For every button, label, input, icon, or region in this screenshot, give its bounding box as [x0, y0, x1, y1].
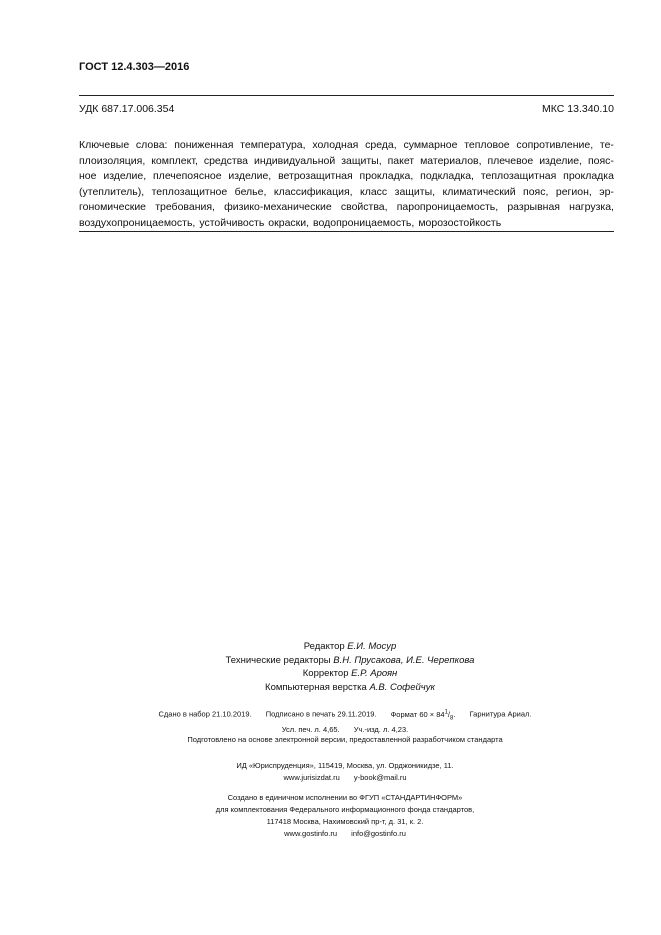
keyword-word: суммарное — [403, 139, 458, 151]
format-denominator: 8 — [450, 715, 454, 721]
producer-line-1: Создано в единичном исполнении во ФГУП «СТАНДАРТИНФОРМ» — [227, 793, 463, 802]
credit-role: Корректор — [302, 668, 349, 679]
keyword-word: прокладка — [563, 170, 614, 182]
keyword-word: среда, — [365, 139, 397, 151]
keyword-word: холодная — [312, 139, 359, 151]
keyword-word: Ключевые — [79, 139, 130, 151]
keyword-word: теплозащитное — [151, 185, 228, 198]
keyword-word: устойчивость — [199, 216, 265, 229]
keyword-word: температура, — [240, 139, 306, 151]
keyword-word: климатический — [442, 185, 516, 198]
publisher-contacts — [100, 772, 590, 784]
keyword-word: требования, — [155, 201, 215, 213]
keyword-word: сопротивление, — [516, 139, 594, 151]
mks-code: МКС 13.340.10 — [542, 103, 614, 115]
keyword-word: пакет — [387, 154, 415, 167]
keyword-word: плечепоясное — [153, 170, 222, 182]
submitted-date: Сдано в набор 21.10.2019. — [158, 709, 252, 719]
credit-role: Редактор — [303, 641, 345, 652]
keyword-word: свойства, — [340, 201, 388, 213]
keyword-word: материалов, — [420, 154, 482, 167]
keyword-word: ное — [79, 170, 97, 182]
publisher-address: ИД «Юриспруденция», 115419, Москва, ул. Орджоникидзе, 11. — [236, 761, 454, 770]
keyword-line — [79, 169, 614, 185]
top-rule — [79, 95, 614, 96]
page-header-standard: ГОСТ 12.4.303—2016 — [79, 61, 190, 73]
credit-editor — [120, 640, 580, 654]
credit-role: Компьютерная верстка — [265, 681, 367, 693]
edition-sheets: Уч.-изд. л. 4,23. — [353, 725, 409, 734]
keyword-line — [79, 138, 614, 154]
credit-person: Е.Р. Ароян — [351, 668, 398, 679]
keyword-word: защиты, — [394, 185, 436, 198]
keyword-word: морозостойкость — [418, 216, 502, 229]
print-sheets: Усл. печ. л. 4,65. — [281, 725, 340, 734]
publisher-email: y-book@mail.ru — [353, 773, 407, 782]
credit-tech-editors — [120, 654, 580, 668]
keyword-word: теплозащитная — [480, 170, 557, 182]
keyword-word: классификация, — [273, 185, 353, 198]
credit-corrector — [120, 667, 580, 681]
format-numerator: 1 — [444, 709, 448, 715]
keyword-word: водопроницаемость, — [313, 216, 415, 229]
keyword-line — [79, 185, 614, 201]
keyword-word: комплект, — [151, 154, 198, 167]
keyword-word: регион, — [555, 185, 592, 198]
keyword-word: пояс- — [587, 154, 614, 167]
keyword-word: белье, — [234, 185, 267, 198]
publisher-site: www.jurisizdat.ru — [283, 773, 340, 782]
keyword-word: (утеплитель), — [79, 185, 145, 198]
credits-block — [120, 640, 580, 694]
keyword-word: физико-механические — [224, 201, 332, 213]
producer-line-2: для комплектования Федерального информационного фонда стандартов, — [215, 805, 475, 814]
credit-person: А.В. Софейчук — [369, 681, 435, 693]
credit-person: Е.И. Мосур — [347, 641, 397, 652]
producer-site: www.gostinfo.ru — [284, 829, 338, 838]
keyword-word: пониженная — [174, 139, 234, 151]
preparation-note: Подготовлено на основе электронной версии, предоставленной разработчиком стандарта — [187, 735, 503, 744]
signed-date: Подписано в печать 29.11.2019. — [265, 709, 377, 719]
producer-email: info@gostinfo.ru — [351, 829, 406, 838]
credit-role: Технические редакторы — [225, 654, 331, 666]
keyword-word: плечевое — [487, 154, 534, 167]
keywords-block — [79, 138, 614, 231]
keyword-word: разрывная — [507, 201, 560, 213]
udk-code: УДК 687.17.006.354 — [79, 103, 175, 115]
keyword-word: средства — [203, 154, 249, 167]
bottom-rule — [79, 231, 614, 232]
keyword-word: класс — [360, 185, 388, 198]
keyword-line — [79, 154, 614, 170]
keyword-word: нагрузка, — [569, 201, 614, 213]
keyword-line — [79, 200, 614, 216]
keyword-word: индивидуальной — [253, 154, 336, 167]
typeface: Гарнитура Ариал. — [469, 709, 532, 719]
paper-format: Формат $60 \times 84^1/_8$. — [390, 709, 456, 721]
keyword-word: воздухопроницаемость, — [79, 216, 196, 229]
keyword-word: изделие, — [539, 154, 583, 167]
publisher-info — [100, 760, 590, 784]
keyword-word: защиты, — [341, 154, 382, 167]
credit-person: В.Н. Прусакова, И.Е. Черепкова — [333, 654, 475, 666]
producer-address: 117418 Москва, Нахимовский пр-т, д. 31, к. 2. — [266, 817, 424, 826]
format-prefix: Формат 60 × 84 — [390, 709, 445, 719]
keyword-word: ветрозащитная — [278, 170, 353, 182]
keyword-word: эр- — [599, 185, 614, 198]
keyword-word: изделие, — [103, 170, 147, 182]
keyword-word: гономические — [79, 201, 147, 213]
producer-info — [100, 792, 590, 840]
keyword-word: паропроницаемость, — [396, 201, 499, 213]
keyword-line — [79, 216, 614, 232]
keyword-word: тепловое — [464, 139, 510, 151]
credit-layout — [120, 681, 580, 695]
keyword-word: слова: — [135, 139, 168, 151]
print-info — [100, 706, 590, 736]
keyword-word: прокладка, — [359, 170, 414, 182]
keyword-word: изделие, — [228, 170, 272, 182]
print-info-line-1 — [100, 706, 590, 724]
keyword-word: подкладка, — [420, 170, 474, 182]
keyword-word: плоизоляция, — [79, 154, 146, 167]
keyword-word: окраски, — [268, 216, 310, 229]
keyword-word: те- — [599, 139, 614, 151]
keyword-word: пояс, — [523, 185, 549, 198]
producer-contacts — [100, 828, 590, 840]
